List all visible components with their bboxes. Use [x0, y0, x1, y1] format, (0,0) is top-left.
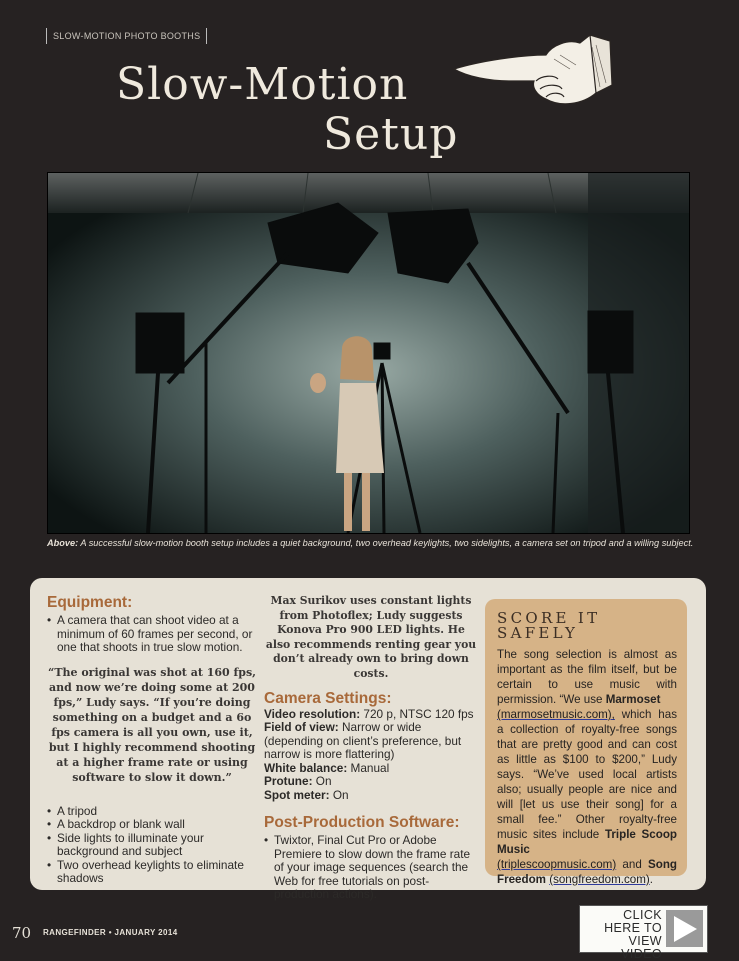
caption-lead: Above:	[47, 538, 79, 548]
setting-value: On	[312, 774, 332, 789]
sidebar-bold: Marmoset	[605, 693, 661, 706]
sidebar-heading: SCORE IT SAFELY	[497, 609, 601, 642]
equipment-column	[47, 594, 257, 886]
camera-setting-row	[264, 721, 478, 762]
play-icon	[666, 910, 703, 947]
camera-setting-row	[264, 789, 478, 803]
equipment-list-bottom	[47, 805, 257, 886]
equipment-list-top	[47, 614, 257, 655]
page-number: 70	[12, 924, 32, 942]
setting-value: 720 p, NTSC 120 fps	[360, 706, 474, 721]
post-production-list	[264, 834, 478, 902]
marmoset-link[interactable]: (marmosetmusic.com),	[497, 708, 615, 721]
page-title-line-2: Setup	[323, 109, 459, 160]
sidebar-body	[497, 647, 677, 887]
sidebar-bold: Song Freedom	[497, 858, 677, 886]
setting-label: Spot meter:	[264, 787, 330, 802]
setting-label: Video resolution:	[264, 706, 361, 721]
setting-value: Narrow or wide (depending on client’s preference, but narrow is more flattering)	[264, 720, 462, 762]
page-title-line-1: Slow-Motion	[116, 59, 409, 110]
lights-quote: Max Surikov uses constant lights from Photoflex; Ludy suggests Konova Pro 900 LED lights. He also recommends renting gear you don’t already own to bring down costs.	[265, 594, 477, 680]
setting-label: Field of view:	[264, 720, 339, 735]
list-item: • A backdrop or blank wall	[47, 818, 257, 832]
songfreedom-link[interactable]: (songfreedom.com)	[549, 873, 650, 886]
masthead: RANGEFINDER • JANUARY 2014	[43, 928, 178, 937]
camera-setting-row	[264, 762, 478, 776]
section-tag: SLOW-MOTION PHOTO BOOTHS	[46, 28, 207, 44]
content-panel	[30, 578, 706, 902]
click-to-view-video-button[interactable]	[579, 905, 708, 961]
ludy-quote: “The original was shot at 160 fps, and now we’re doing some at 200 fps,” Ludy says. “If you’re doing something on a budget and a 6o fps camera is all you own, use it, but I highly recommend shooting at a higher frame rate or using software to slow it down.”	[48, 665, 256, 784]
score-it-safely-sidebar	[485, 599, 687, 886]
sidebar-text: The song selection is almost as important as the film itself, but be certain to use music with permission. “We use	[497, 648, 677, 706]
settings-column	[264, 594, 478, 902]
video-button-label: CLICK HERE TO VIEW VIDEO	[604, 908, 662, 961]
pointing-hand-icon	[450, 25, 615, 115]
setting-value: Manual	[347, 760, 390, 775]
camera-setting-row	[264, 775, 478, 789]
list-item: • A camera that can shoot video at a minimum of 60 frames per second, or one that shoots in true slow motion.	[47, 614, 257, 655]
camera-setting-row	[264, 708, 478, 722]
setting-label: White balance:	[264, 760, 348, 775]
caption-text: A successful slow-motion booth setup includes a quiet background, two overhead keylights, two sidelights, a camera set on tripod and a willing subject.	[78, 538, 694, 548]
photo-caption	[47, 538, 707, 548]
list-item: • Side lights to illuminate your background and subject	[47, 832, 257, 859]
setting-value: On	[329, 787, 349, 802]
equipment-heading: Equipment:	[47, 594, 133, 611]
sidebar-bold: Triple Scoop Music	[497, 828, 677, 856]
triplescoop-link[interactable]: (triplescoopmusic.com)	[497, 858, 617, 871]
camera-settings-heading: Camera Settings:	[264, 689, 392, 707]
photo-booth-setup-image	[47, 172, 690, 534]
sidebar-text: and	[616, 858, 649, 871]
post-production-heading: Post-Production Software:	[264, 814, 460, 832]
sidebar-text: .	[649, 873, 653, 886]
list-item: • Twixtor, Final Cut Pro or Adobe Premiere to slow down the frame rate of your image sequences (search the Web for free tutorials on post-production actions).	[264, 834, 478, 902]
list-item: • A tripod	[47, 805, 257, 819]
list-item: • Two overhead keylights to eliminate shadows	[47, 859, 257, 886]
setting-label: Protune:	[264, 774, 313, 789]
sidebar-text: which has a collection of royalty-free songs that are pretty good and can cost as little as $100 to $200,” Ludy says. “We’ve used local artists also; usually people are nice and will [let us use their song] for a small fee.” Other royalty-free music sites include	[497, 708, 677, 841]
